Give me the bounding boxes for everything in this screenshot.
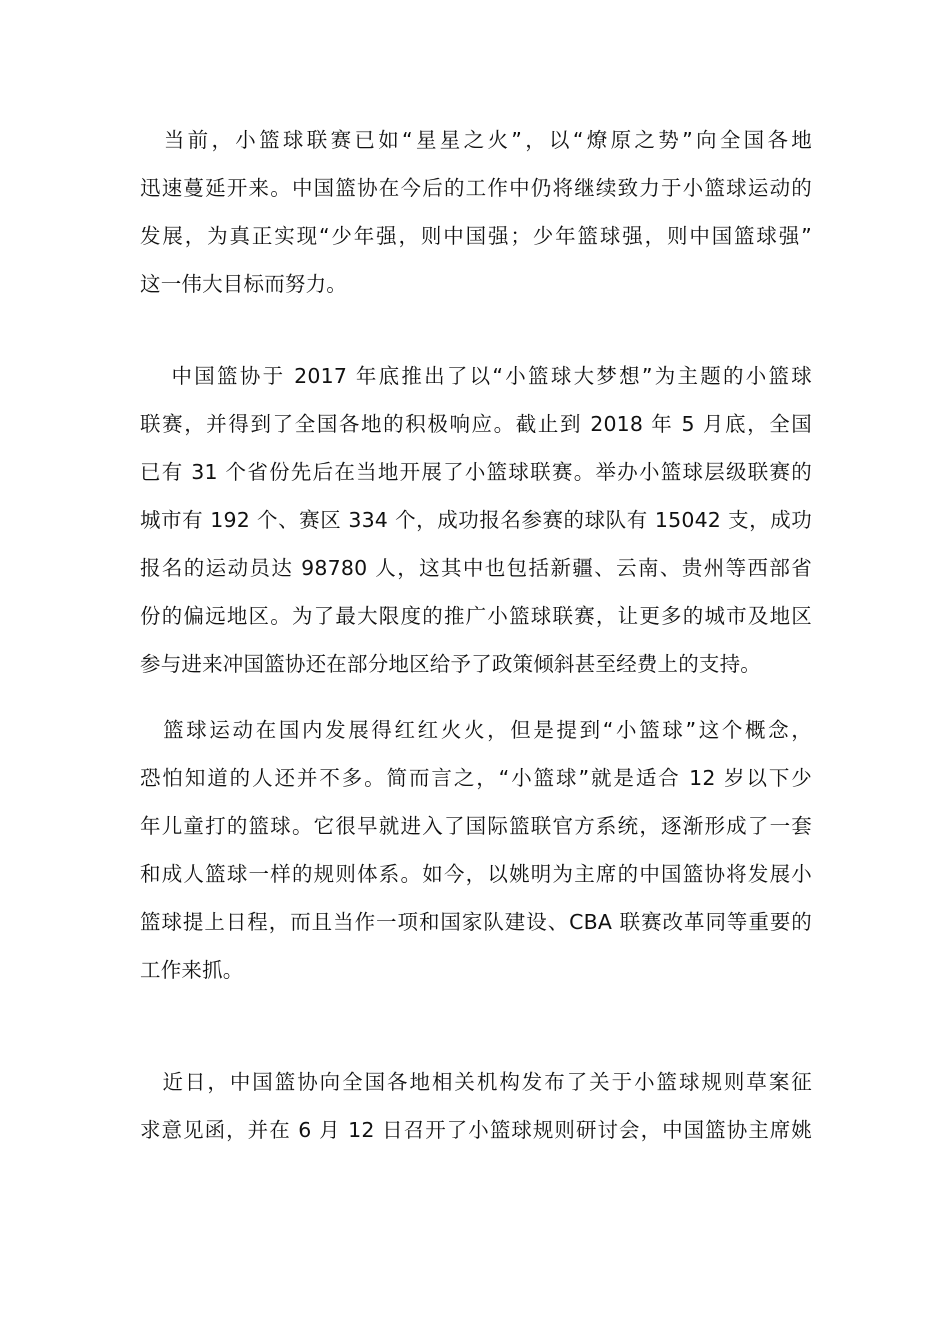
paragraph-line: 篮球提上日程，而且当作一项和国家队建设、CBA 联赛改革同等重要的 xyxy=(140,910,812,934)
paragraph-1 xyxy=(140,116,812,308)
paragraph-line: 已有 31 个省份先后在当地开展了小篮球联赛。举办小篮球层级联赛的 xyxy=(140,460,812,484)
paragraph-line: 当前，小篮球联赛已如“星星之火”，以“燎原之势”向全国各地 xyxy=(140,128,812,152)
paragraph-line: 份的偏远地区。为了最大限度的推广小篮球联赛，让更多的城市及地区 xyxy=(140,604,812,628)
paragraph-line: 篮球运动在国内发展得红红火火，但是提到“小篮球”这个概念， xyxy=(140,718,812,742)
paragraph-line: 中国篮协于 2017 年底推出了以“小篮球大梦想”为主题的小篮球 xyxy=(140,364,812,388)
paragraph-line: 联赛，并得到了全国各地的积极响应。截止到 2018 年 5 月底，全国 xyxy=(140,412,812,436)
paragraph-line: 参与进来冲国篮协还在部分地区给予了政策倾斜甚至经费上的支持。 xyxy=(140,652,761,676)
paragraph-3 xyxy=(140,706,812,994)
paragraph-line: 城市有 192 个、赛区 334 个，成功报名参赛的球队有 15042 支，成功 xyxy=(140,508,812,532)
paragraph-line: 发展，为真正实现“少年强，则中国强；少年篮球强，则中国篮球强” xyxy=(140,224,812,248)
paragraph-line: 报名的运动员达 98780 人，这其中也包括新疆、云南、贵州等西部省 xyxy=(140,556,812,580)
paragraph-line: 恐怕知道的人还并不多。简而言之，“小篮球”就是适合 12 岁以下少 xyxy=(140,766,812,790)
paragraph-line: 工作来抓。 xyxy=(140,958,244,982)
paragraph-line: 求意见函，并在 6 月 12 日召开了小篮球规则研讨会，中国篮协主席姚 xyxy=(140,1118,812,1142)
paragraph-line: 和成人篮球一样的规则体系。如今，以姚明为主席的中国篮协将发展小 xyxy=(140,862,812,886)
paragraph-line: 这一伟大目标而努力。 xyxy=(140,272,347,296)
paragraph-line: 年儿童打的篮球。它很早就进入了国际篮联官方系统，逐渐形成了一套 xyxy=(140,814,812,838)
paragraph-4 xyxy=(140,1058,812,1154)
paragraph-line: 近日，中国篮协向全国各地相关机构发布了关于小篮球规则草案征 xyxy=(140,1070,812,1094)
paragraph-2 xyxy=(140,352,812,688)
paragraph-line: 迅速蔓延开来。中国篮协在今后的工作中仍将继续致力于小篮球运动的 xyxy=(140,176,812,200)
